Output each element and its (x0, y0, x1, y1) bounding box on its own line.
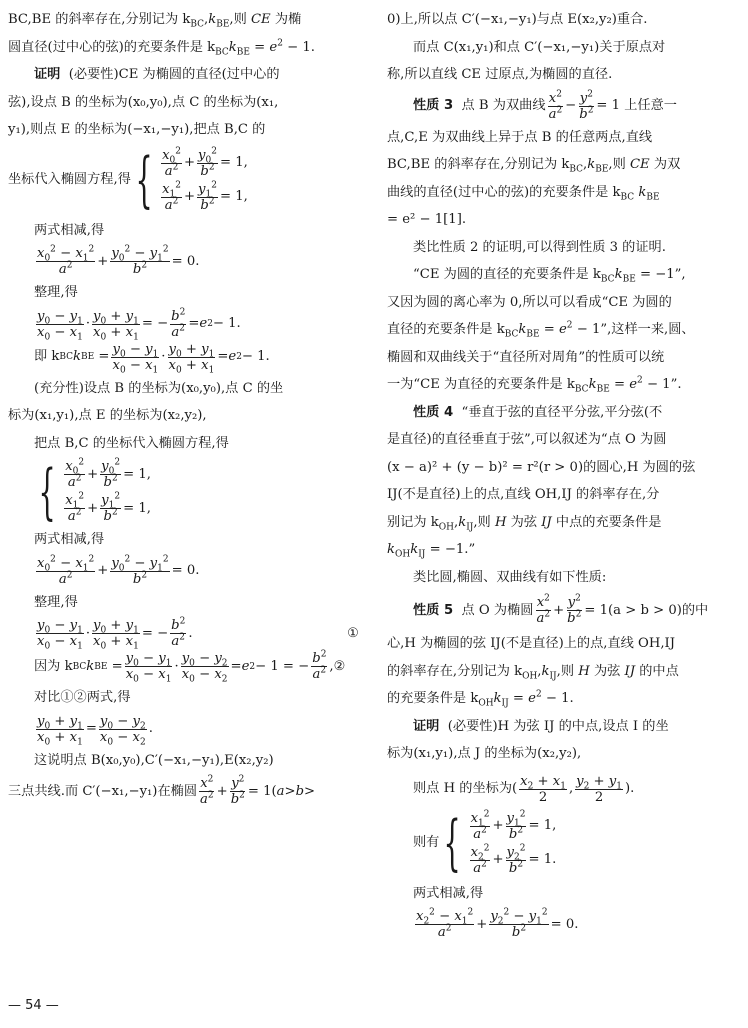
equation-system: 坐标代入椭圆方程,得 { $x_0^2$ $a^2$ + $y_0^2$ $b^2$ = 1, $x_1^2$ $a^2$ + $y_1^2$ $b^2$ = 1, (8, 145, 248, 215)
right-column (387, 6, 739, 942)
page-number: — 54 — (8, 998, 59, 1013)
text-line: 两式相减,得 (413, 885, 484, 901)
equation-system: { $x_0^2$ $a^2$ + $y_0^2$ $b^2$ = 1, $x_1^2$ $a^2$ + $y_1^2$ $b^2$ = 1, (38, 456, 151, 527)
text-line: 标为(x₁,y₁),点 J 的坐标为(x₂,y₂), (387, 746, 582, 761)
equation-1: $y_0 - y_1$ $x_0 - x_1$ · $y_0 + y_1$ $x_0 + x_1$ = − $b^2$ $a^2$ . ① (8, 618, 363, 649)
text-line: 0)上,所以点 C′(−x₁,−y₁)与点 E(x₂,y₂)重合. (387, 12, 648, 27)
text-line: 一为“CE 为直径的充要条件是 $k_{BC}k_{BE} = e^2 - 1$”. (387, 375, 682, 395)
equation: $x_0^2 - x_1^2$ $a^2$ + $y_0^2 - y_1^2$ $b^2$ = 0. (37, 554, 200, 587)
text-line: IJ(不是直径)上的点,直线 OH,IJ 的斜率存在,分 (387, 487, 660, 502)
text-line: 称,所以直线 CE 过原点,为椭圆的直径. (387, 67, 613, 82)
text-line: 整理,得 (34, 594, 78, 610)
text-line: 整理,得 (34, 285, 78, 300)
left-column (8, 6, 363, 809)
equation: $y_0 + y_1$ $x_0 + x_1$ = $y_0 - y_2$ $x_0 - x_2$ . (37, 713, 153, 748)
text-line: 又因为圆的离心率为 0,所以可以看成“CE 为圆的 (387, 294, 672, 310)
text-line: 别记为 $k_{OH},k_{IJ}$,则 H 为弦 IJ 中点的充要条件是 (387, 514, 662, 533)
text-line: $k_{OH}k_{IJ} = -1$.” (387, 542, 476, 560)
equation: 即 k BC k BE = $y_0 - y_1$ $x_0 - x_1$ · $y_0 + y_1$ $x_0 + x_1$ = e 2 − 1. (34, 341, 270, 376)
text-line: 而点 C(x₁,y₁)和点 C′(−x₁,−y₁)关于原点对 (413, 39, 666, 55)
text-line: 类比圆,椭圆、双曲线有如下性质: (413, 569, 607, 585)
text-line: 点,C,E 为双曲线上异于点 B 的任意两点,直线 (387, 129, 653, 145)
text-line: BC,BE 的斜率存在,分别记为 $k_{BC},k_{BE}$,则 CE 为椭 (8, 12, 302, 30)
text-line: 对比①②两式,得 (34, 690, 131, 705)
property-4: 性质 4 “垂直于弦的直径平分弦,平分弦(不 (413, 404, 663, 420)
text-line: 三点共线.而 C′(−x₁,−y₁)在椭圆 $x^2$ $a^2$ + $y^2$ $b^2$ = 1( a > b > (8, 774, 316, 807)
text-line: 这说明点 B(x₀,y₀),C′(−x₁,−y₁),E(x₂,y₂) (34, 752, 274, 768)
property-3: 性质 3 点 B 为双曲线 $x^2$ $a^2$ − $y^2$ $b^2$ = 1 上任意一 (413, 89, 677, 122)
text-line: 的充要条件是 $k_{OH}k_{IJ} = e^2 - 1$. (387, 689, 574, 709)
text-line: 标为(x₁,y₁),点 E 的坐标为(x₂,y₂), (8, 408, 207, 423)
text-line: 直径的充要条件是 $k_{BC}k_{BE} = e^2 - 1$”,这样一来,圆、 (387, 320, 695, 340)
equation-number: ② (333, 658, 346, 674)
text-line: 曲线的直径(过中心的弦)的充要条件是 $k_{BC}$ $k_{BE}$ (387, 184, 660, 203)
equation: $x_2^2 - x_1^2$ $a^2$ + $y_2^2 - y_1^2$ $b^2$ = 0. (416, 907, 579, 940)
equation: $x_0^2 - x_1^2$ $a^2$ + $y_0^2 - y_1^2$ $b^2$ = 0. (37, 244, 200, 277)
equation: $y_0 - y_1$ $x_0 - x_1$ · $y_0 + y_1$ $x_0 + x_1$ = − $b^2$ $a^2$ = e 2 − 1. (37, 307, 241, 343)
text-line: 类比性质 2 的证明,可以得到性质 3 的证明. (413, 239, 666, 255)
text-line: 椭圆和双曲线关于“直径所对周角”的性质可以统 (387, 349, 665, 365)
property-5: 性质 5 点 O 为椭圆 $x^2$ $a^2$ + $y^2$ $b^2$ = 1 (a > b > 0)的中 (413, 593, 709, 626)
text-line: 是直径)的直径垂直于弦”,可以叙述为“点 O 为圆 (387, 432, 667, 447)
equation-number: ① (347, 625, 359, 641)
text-line: (x − a)² + (y − b)² = r²(r > 0)的圆心,H 为圆的弦 (387, 459, 696, 475)
equation-system: 则有 { $x_1^2$ $a^2$ + $y_1^2$ $b^2$ = 1, $x_2^2$ $a^2$ + $y_2^2$ $b^2$ = 1. (413, 808, 557, 878)
text-line: y₁),则点 E 的坐标为(−x₁,−y₁),把点 B,C 的 (8, 122, 266, 137)
text-line: BC,BE 的斜率存在,分别记为 $k_{BC},k_{BE}$,则 CE 为双 (387, 157, 681, 175)
text-line: 心,H 为椭圆的弦 IJ(不是直径)上的点,直线 OH,IJ (387, 636, 676, 651)
equation: 则点 H 的坐标为( $x_2 + x_1$ 2 , $y_2 + y_1$ 2 ). (413, 773, 635, 805)
text-line: “CE 为圆的直径的充要条件是 $k_{BC}k_{BE} = -1$”, (413, 267, 686, 285)
text-line: 两式相减,得 (34, 222, 105, 238)
proof-necessity: 证明 (必要性)H 为弦 IJ 的中点,设点 I 的坐 (413, 718, 669, 734)
text-line: 的斜率存在,分别记为 $k_{OH},k_{IJ}$,则 H 为弦 IJ 的中点 (387, 663, 679, 682)
text-line: 把点 B,C 的坐标代入椭圆方程,得 (34, 435, 229, 451)
text-line: 弦),设点 B 的坐标为(x₀,y₀),点 C 的坐标为(x₁, (8, 94, 279, 110)
proof-necessity: 证明 (必要性)CE 为椭圆的直径(过中心的 (34, 67, 280, 82)
equation-2: 因为 k BC k BE = $y_0 - y_1$ $x_0 - x_1$ · $y_0 - y_2$ $x_0 - x_2$ = e 2 − 1 = − $b^2$ $a^2$ , ② (34, 649, 346, 685)
proof-sufficiency: (充分性)设点 B 的坐标为(x₀,y₀),点 C 的坐 (34, 380, 284, 396)
text-line: 圆直径(过中心的弦)的充要条件是 $k_{BC}k_{BE} = e^2 - 1$. (8, 38, 315, 58)
text-line: = e² − 1[1]. (387, 212, 467, 227)
text-line: 两式相减,得 (34, 532, 105, 547)
